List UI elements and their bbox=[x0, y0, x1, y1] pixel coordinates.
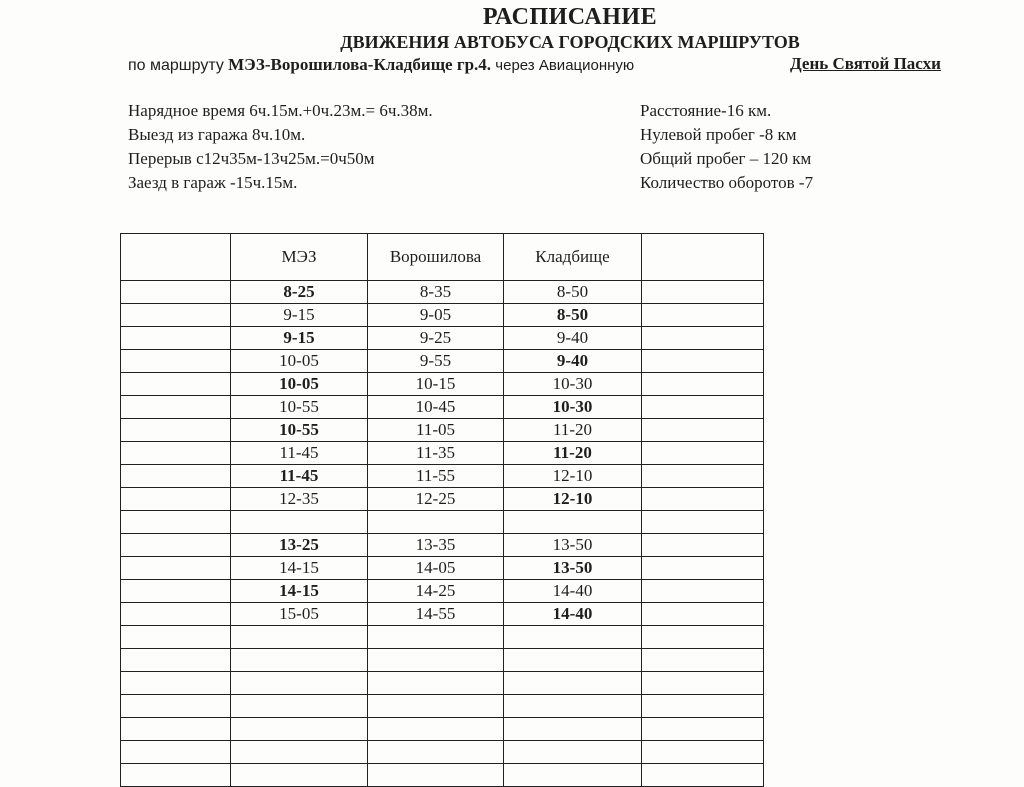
rounds-count: Количество оборотов -7 bbox=[640, 173, 814, 192]
route-name: МЭЗ-Ворошилова-Кладбище гр.4. bbox=[228, 55, 492, 74]
table-row bbox=[121, 304, 764, 327]
time-cell bbox=[368, 626, 504, 649]
table-row bbox=[121, 557, 764, 580]
time-cell bbox=[504, 741, 642, 764]
table-cell bbox=[121, 626, 231, 649]
time-cell: 14-15 bbox=[231, 580, 368, 603]
time-cell bbox=[504, 695, 642, 718]
garage-departure: Выезд из гаража 8ч.10м. bbox=[128, 125, 306, 144]
time-cell bbox=[368, 764, 504, 787]
table-cell bbox=[642, 672, 764, 695]
table-row bbox=[121, 695, 764, 718]
time-cell: 9-40 bbox=[504, 327, 642, 350]
column-header bbox=[642, 234, 764, 281]
time-cell: 13-50 bbox=[504, 534, 642, 557]
time-cell: 13-50 bbox=[504, 557, 642, 580]
time-cell: 11-20 bbox=[504, 442, 642, 465]
total-mileage: Общий пробег – 120 км bbox=[640, 149, 812, 168]
table-row bbox=[121, 534, 764, 557]
time-cell: 14-05 bbox=[368, 557, 504, 580]
time-cell: 14-40 bbox=[504, 580, 642, 603]
time-cell: 10-45 bbox=[368, 396, 504, 419]
table-row bbox=[121, 718, 764, 741]
table-cell bbox=[642, 534, 764, 557]
time-cell: 13-25 bbox=[231, 534, 368, 557]
table-cell bbox=[121, 511, 231, 534]
route-line bbox=[128, 55, 634, 75]
garage-return: Заезд в гараж -15ч.15м. bbox=[128, 173, 298, 192]
table-cell bbox=[121, 350, 231, 373]
time-cell: 10-05 bbox=[231, 350, 368, 373]
time-cell: 10-30 bbox=[504, 373, 642, 396]
table-cell bbox=[642, 350, 764, 373]
table-row bbox=[121, 764, 764, 787]
time-cell: 10-55 bbox=[231, 396, 368, 419]
table-row bbox=[121, 281, 764, 304]
route-via: через Авиационную bbox=[495, 57, 635, 74]
table-cell bbox=[642, 603, 764, 626]
break-time: Перерыв с12ч35м-13ч25м.=0ч50м bbox=[128, 149, 375, 168]
table-cell bbox=[121, 718, 231, 741]
time-cell: 9-05 bbox=[368, 304, 504, 327]
table-row bbox=[121, 327, 764, 350]
table-row bbox=[121, 626, 764, 649]
info-left-block bbox=[128, 99, 433, 195]
table-header-row bbox=[121, 234, 764, 281]
time-cell bbox=[231, 695, 368, 718]
table-cell bbox=[121, 304, 231, 327]
table-cell bbox=[642, 396, 764, 419]
time-cell: 8-50 bbox=[504, 281, 642, 304]
time-cell: 9-15 bbox=[231, 304, 368, 327]
table-cell bbox=[121, 649, 231, 672]
time-cell bbox=[504, 649, 642, 672]
time-cell bbox=[504, 718, 642, 741]
table-cell bbox=[642, 488, 764, 511]
table-row bbox=[121, 603, 764, 626]
time-cell: 14-55 bbox=[368, 603, 504, 626]
table-cell bbox=[121, 603, 231, 626]
time-cell: 10-05 bbox=[231, 373, 368, 396]
table-cell bbox=[121, 741, 231, 764]
time-cell bbox=[231, 718, 368, 741]
time-cell: 14-25 bbox=[368, 580, 504, 603]
time-cell: 9-15 bbox=[231, 327, 368, 350]
table-row bbox=[121, 350, 764, 373]
table-row bbox=[121, 672, 764, 695]
time-cell bbox=[504, 511, 642, 534]
time-cell: 11-55 bbox=[368, 465, 504, 488]
table-cell bbox=[121, 488, 231, 511]
day-label: День Святой Пасхи bbox=[790, 54, 941, 73]
time-cell bbox=[368, 741, 504, 764]
table-cell bbox=[642, 741, 764, 764]
time-cell: 14-40 bbox=[504, 603, 642, 626]
column-header-mez: МЭЗ bbox=[231, 234, 368, 281]
time-cell: 15-05 bbox=[231, 603, 368, 626]
time-cell: 11-45 bbox=[231, 442, 368, 465]
table-cell bbox=[642, 764, 764, 787]
info-right-block bbox=[640, 99, 813, 195]
table-cell bbox=[121, 327, 231, 350]
table-cell bbox=[121, 419, 231, 442]
time-cell: 11-05 bbox=[368, 419, 504, 442]
time-cell bbox=[231, 626, 368, 649]
time-cell bbox=[368, 718, 504, 741]
time-cell: 10-30 bbox=[504, 396, 642, 419]
table-cell bbox=[121, 396, 231, 419]
time-cell: 12-10 bbox=[504, 488, 642, 511]
table-row bbox=[121, 373, 764, 396]
time-cell: 13-35 bbox=[368, 534, 504, 557]
time-cell bbox=[231, 511, 368, 534]
page-subtitle: ДВИЖЕНИЯ АВТОБУСА ГОРОДСКИХ МАРШРУТОВ bbox=[340, 32, 800, 52]
distance: Расстояние-16 км. bbox=[640, 101, 772, 120]
table-cell bbox=[642, 580, 764, 603]
time-cell: 10-15 bbox=[368, 373, 504, 396]
table-row bbox=[121, 580, 764, 603]
table-cell bbox=[642, 419, 764, 442]
time-cell bbox=[231, 741, 368, 764]
table-row bbox=[121, 741, 764, 764]
time-cell bbox=[368, 511, 504, 534]
time-cell: 9-55 bbox=[368, 350, 504, 373]
table-cell bbox=[642, 304, 764, 327]
table-cell bbox=[121, 764, 231, 787]
table-row bbox=[121, 419, 764, 442]
time-cell: 12-25 bbox=[368, 488, 504, 511]
table-cell bbox=[642, 327, 764, 350]
duty-time: Нарядное время 6ч.15м.+0ч.23м.= 6ч.38м. bbox=[128, 101, 433, 120]
table-cell bbox=[642, 626, 764, 649]
table-cell bbox=[121, 465, 231, 488]
table-row bbox=[121, 442, 764, 465]
table-cell bbox=[642, 557, 764, 580]
table-cell bbox=[121, 557, 231, 580]
schedule-table bbox=[120, 233, 764, 787]
column-header-kladbische: Кладбище bbox=[504, 234, 642, 281]
time-cell: 10-55 bbox=[231, 419, 368, 442]
time-cell: 11-35 bbox=[368, 442, 504, 465]
table-cell bbox=[121, 672, 231, 695]
time-cell: 9-25 bbox=[368, 327, 504, 350]
table-cell bbox=[642, 442, 764, 465]
time-cell: 8-50 bbox=[504, 304, 642, 327]
zero-mileage: Нулевой пробег -8 км bbox=[640, 125, 797, 144]
table-cell bbox=[121, 373, 231, 396]
time-cell bbox=[368, 695, 504, 718]
time-cell: 9-40 bbox=[504, 350, 642, 373]
time-cell: 12-10 bbox=[504, 465, 642, 488]
table-cell bbox=[642, 718, 764, 741]
time-cell: 12-35 bbox=[231, 488, 368, 511]
table-cell bbox=[121, 281, 231, 304]
time-cell: 14-15 bbox=[231, 557, 368, 580]
table-cell bbox=[121, 695, 231, 718]
table-row bbox=[121, 649, 764, 672]
table-cell bbox=[642, 695, 764, 718]
time-cell bbox=[231, 649, 368, 672]
time-cell: 11-20 bbox=[504, 419, 642, 442]
column-header bbox=[121, 234, 231, 281]
table-cell bbox=[121, 534, 231, 557]
table-cell bbox=[121, 580, 231, 603]
table-cell bbox=[642, 465, 764, 488]
time-cell bbox=[231, 764, 368, 787]
page-title: РАСПИСАНИЕ bbox=[482, 4, 658, 30]
table-row bbox=[121, 488, 764, 511]
table-row bbox=[121, 511, 764, 534]
table-cell bbox=[642, 373, 764, 396]
table-row bbox=[121, 396, 764, 419]
time-cell bbox=[231, 672, 368, 695]
table-cell bbox=[642, 511, 764, 534]
time-cell bbox=[368, 649, 504, 672]
time-cell: 11-45 bbox=[231, 465, 368, 488]
route-prefix: по маршруту bbox=[128, 57, 224, 74]
time-cell bbox=[368, 672, 504, 695]
time-cell bbox=[504, 764, 642, 787]
time-cell bbox=[504, 626, 642, 649]
time-cell bbox=[504, 672, 642, 695]
table-cell bbox=[642, 281, 764, 304]
table-row bbox=[121, 465, 764, 488]
column-header-voroshilova: Ворошилова bbox=[368, 234, 504, 281]
time-cell: 8-35 bbox=[368, 281, 504, 304]
table-cell bbox=[121, 442, 231, 465]
time-cell: 8-25 bbox=[231, 281, 368, 304]
table-cell bbox=[642, 649, 764, 672]
